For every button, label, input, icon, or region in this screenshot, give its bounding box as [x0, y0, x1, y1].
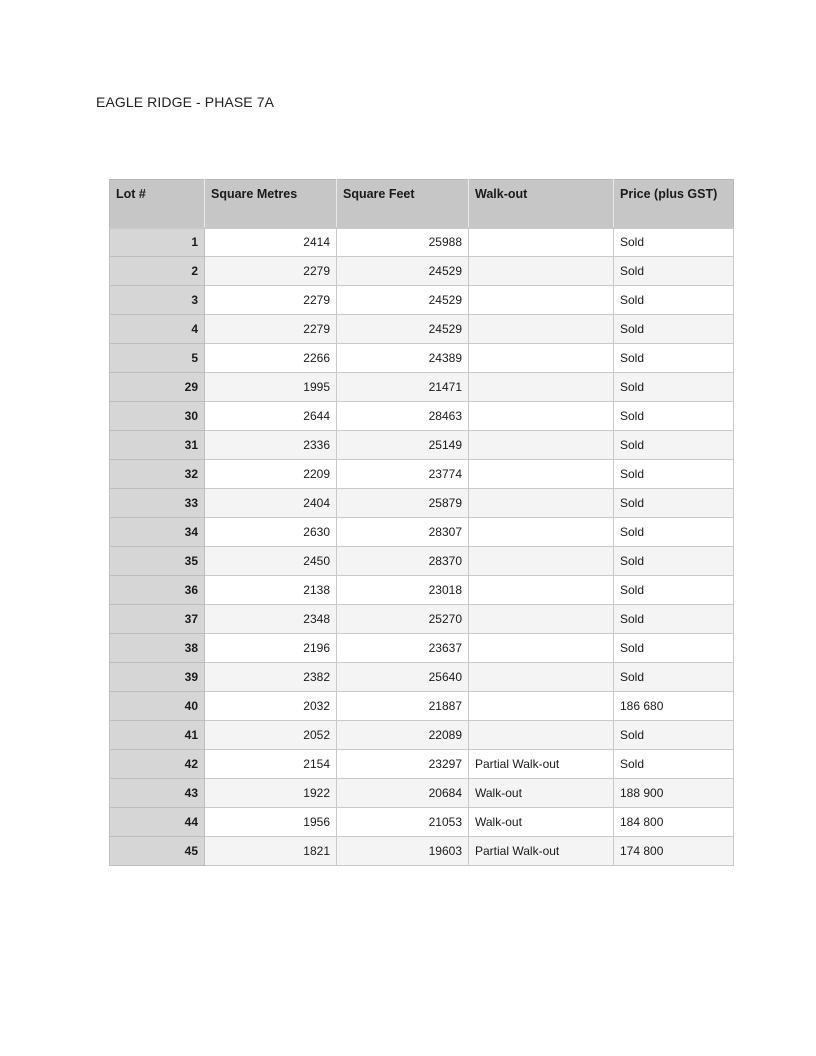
- table-row: [110, 837, 734, 866]
- cell-lot: 34: [110, 518, 205, 547]
- cell-price: Sold: [614, 373, 734, 402]
- cell-lot: 39: [110, 663, 205, 692]
- cell-walk-out: [469, 402, 614, 431]
- cell-square-metres: 2336: [205, 431, 337, 460]
- cell-square-feet: 25270: [337, 605, 469, 634]
- header-lot: Lot #: [110, 180, 205, 228]
- cell-price: Sold: [614, 344, 734, 373]
- header-walk-out: Walk-out: [469, 180, 614, 228]
- table-row: [110, 605, 734, 634]
- cell-walk-out: [469, 460, 614, 489]
- cell-square-feet: 23637: [337, 634, 469, 663]
- cell-square-feet: 24529: [337, 286, 469, 315]
- cell-lot: 4: [110, 315, 205, 344]
- cell-walk-out: Partial Walk-out: [469, 837, 614, 866]
- cell-square-feet: 28370: [337, 547, 469, 576]
- table-header: [110, 180, 734, 228]
- cell-square-metres: 1922: [205, 779, 337, 808]
- table-row: [110, 286, 734, 315]
- cell-walk-out: [469, 286, 614, 315]
- cell-lot: 42: [110, 750, 205, 779]
- cell-lot: 3: [110, 286, 205, 315]
- cell-walk-out: [469, 315, 614, 344]
- table-row: [110, 692, 734, 721]
- table-body: [110, 228, 734, 866]
- cell-square-metres: 2404: [205, 489, 337, 518]
- cell-price: Sold: [614, 402, 734, 431]
- cell-square-feet: 25149: [337, 431, 469, 460]
- cell-square-metres: 2052: [205, 721, 337, 750]
- cell-lot: 1: [110, 228, 205, 257]
- cell-square-feet: 23018: [337, 576, 469, 605]
- cell-lot: 2: [110, 257, 205, 286]
- cell-square-feet: 21053: [337, 808, 469, 837]
- table-row: [110, 750, 734, 779]
- cell-square-feet: 25640: [337, 663, 469, 692]
- cell-walk-out: [469, 576, 614, 605]
- cell-square-metres: 2630: [205, 518, 337, 547]
- cell-lot: 44: [110, 808, 205, 837]
- cell-lot: 38: [110, 634, 205, 663]
- cell-price: Sold: [614, 721, 734, 750]
- table-row: [110, 663, 734, 692]
- cell-square-feet: 24529: [337, 257, 469, 286]
- cell-price: Sold: [614, 489, 734, 518]
- cell-walk-out: Partial Walk-out: [469, 750, 614, 779]
- cell-lot: 41: [110, 721, 205, 750]
- cell-lot: 5: [110, 344, 205, 373]
- table-row: [110, 634, 734, 663]
- header-square-feet: Square Feet: [337, 180, 469, 228]
- table-row: [110, 257, 734, 286]
- cell-square-feet: 20684: [337, 779, 469, 808]
- cell-lot: 33: [110, 489, 205, 518]
- cell-price: Sold: [614, 460, 734, 489]
- cell-square-metres: 2279: [205, 315, 337, 344]
- cell-price: Sold: [614, 663, 734, 692]
- table-row: [110, 489, 734, 518]
- cell-square-metres: 2450: [205, 547, 337, 576]
- cell-walk-out: [469, 344, 614, 373]
- table-row: [110, 547, 734, 576]
- cell-walk-out: [469, 547, 614, 576]
- cell-walk-out: [469, 605, 614, 634]
- cell-price: Sold: [614, 576, 734, 605]
- cell-walk-out: [469, 373, 614, 402]
- table-row: [110, 315, 734, 344]
- header-price: Price (plus GST): [614, 180, 734, 228]
- cell-walk-out: [469, 721, 614, 750]
- table-row: [110, 779, 734, 808]
- table-row: [110, 402, 734, 431]
- cell-price: Sold: [614, 257, 734, 286]
- cell-price: 188 900: [614, 779, 734, 808]
- cell-price: Sold: [614, 286, 734, 315]
- cell-price: Sold: [614, 315, 734, 344]
- cell-square-metres: 2279: [205, 257, 337, 286]
- cell-lot: 30: [110, 402, 205, 431]
- cell-walk-out: [469, 518, 614, 547]
- table-row: [110, 431, 734, 460]
- cell-price: Sold: [614, 431, 734, 460]
- cell-lot: 36: [110, 576, 205, 605]
- cell-square-metres: 1821: [205, 837, 337, 866]
- cell-square-feet: 21887: [337, 692, 469, 721]
- cell-square-feet: 24529: [337, 315, 469, 344]
- cell-square-feet: 21471: [337, 373, 469, 402]
- cell-lot: 40: [110, 692, 205, 721]
- header-square-metres: Square Metres: [205, 180, 337, 228]
- cell-square-feet: 23774: [337, 460, 469, 489]
- page-title: EAGLE RIDGE - PHASE 7A: [96, 94, 275, 110]
- cell-square-metres: 2154: [205, 750, 337, 779]
- table-row: [110, 373, 734, 402]
- table-row: [110, 721, 734, 750]
- table-row: [110, 460, 734, 489]
- cell-price: Sold: [614, 605, 734, 634]
- cell-lot: 29: [110, 373, 205, 402]
- cell-square-feet: 23297: [337, 750, 469, 779]
- cell-walk-out: Walk-out: [469, 808, 614, 837]
- cell-square-metres: 2279: [205, 286, 337, 315]
- cell-square-metres: 2644: [205, 402, 337, 431]
- cell-price: 174 800: [614, 837, 734, 866]
- cell-lot: 45: [110, 837, 205, 866]
- cell-square-feet: 25879: [337, 489, 469, 518]
- cell-lot: 43: [110, 779, 205, 808]
- cell-price: 186 680: [614, 692, 734, 721]
- cell-price: Sold: [614, 228, 734, 257]
- cell-square-feet: 19603: [337, 837, 469, 866]
- cell-lot: 31: [110, 431, 205, 460]
- cell-price: 184 800: [614, 808, 734, 837]
- lot-table: [109, 179, 734, 866]
- cell-walk-out: [469, 634, 614, 663]
- cell-square-metres: 2209: [205, 460, 337, 489]
- table-row: [110, 576, 734, 605]
- table-row: [110, 344, 734, 373]
- cell-square-metres: 2382: [205, 663, 337, 692]
- table-row: [110, 808, 734, 837]
- cell-lot: 37: [110, 605, 205, 634]
- cell-walk-out: [469, 257, 614, 286]
- cell-walk-out: [469, 489, 614, 518]
- cell-square-metres: 2266: [205, 344, 337, 373]
- cell-price: Sold: [614, 518, 734, 547]
- cell-price: Sold: [614, 634, 734, 663]
- cell-square-metres: 2348: [205, 605, 337, 634]
- cell-lot: 35: [110, 547, 205, 576]
- cell-price: Sold: [614, 547, 734, 576]
- cell-square-metres: 2032: [205, 692, 337, 721]
- cell-walk-out: [469, 228, 614, 257]
- cell-square-feet: 28307: [337, 518, 469, 547]
- cell-square-metres: 2414: [205, 228, 337, 257]
- cell-square-feet: 25988: [337, 228, 469, 257]
- cell-square-metres: 1956: [205, 808, 337, 837]
- cell-square-metres: 2138: [205, 576, 337, 605]
- cell-square-metres: 1995: [205, 373, 337, 402]
- cell-walk-out: [469, 663, 614, 692]
- cell-square-feet: 28463: [337, 402, 469, 431]
- cell-lot: 32: [110, 460, 205, 489]
- cell-walk-out: Walk-out: [469, 779, 614, 808]
- cell-square-metres: 2196: [205, 634, 337, 663]
- header-row: [110, 180, 734, 228]
- cell-walk-out: [469, 431, 614, 460]
- cell-square-feet: 24389: [337, 344, 469, 373]
- table-row: [110, 228, 734, 257]
- cell-price: Sold: [614, 750, 734, 779]
- cell-walk-out: [469, 692, 614, 721]
- cell-square-feet: 22089: [337, 721, 469, 750]
- table-row: [110, 518, 734, 547]
